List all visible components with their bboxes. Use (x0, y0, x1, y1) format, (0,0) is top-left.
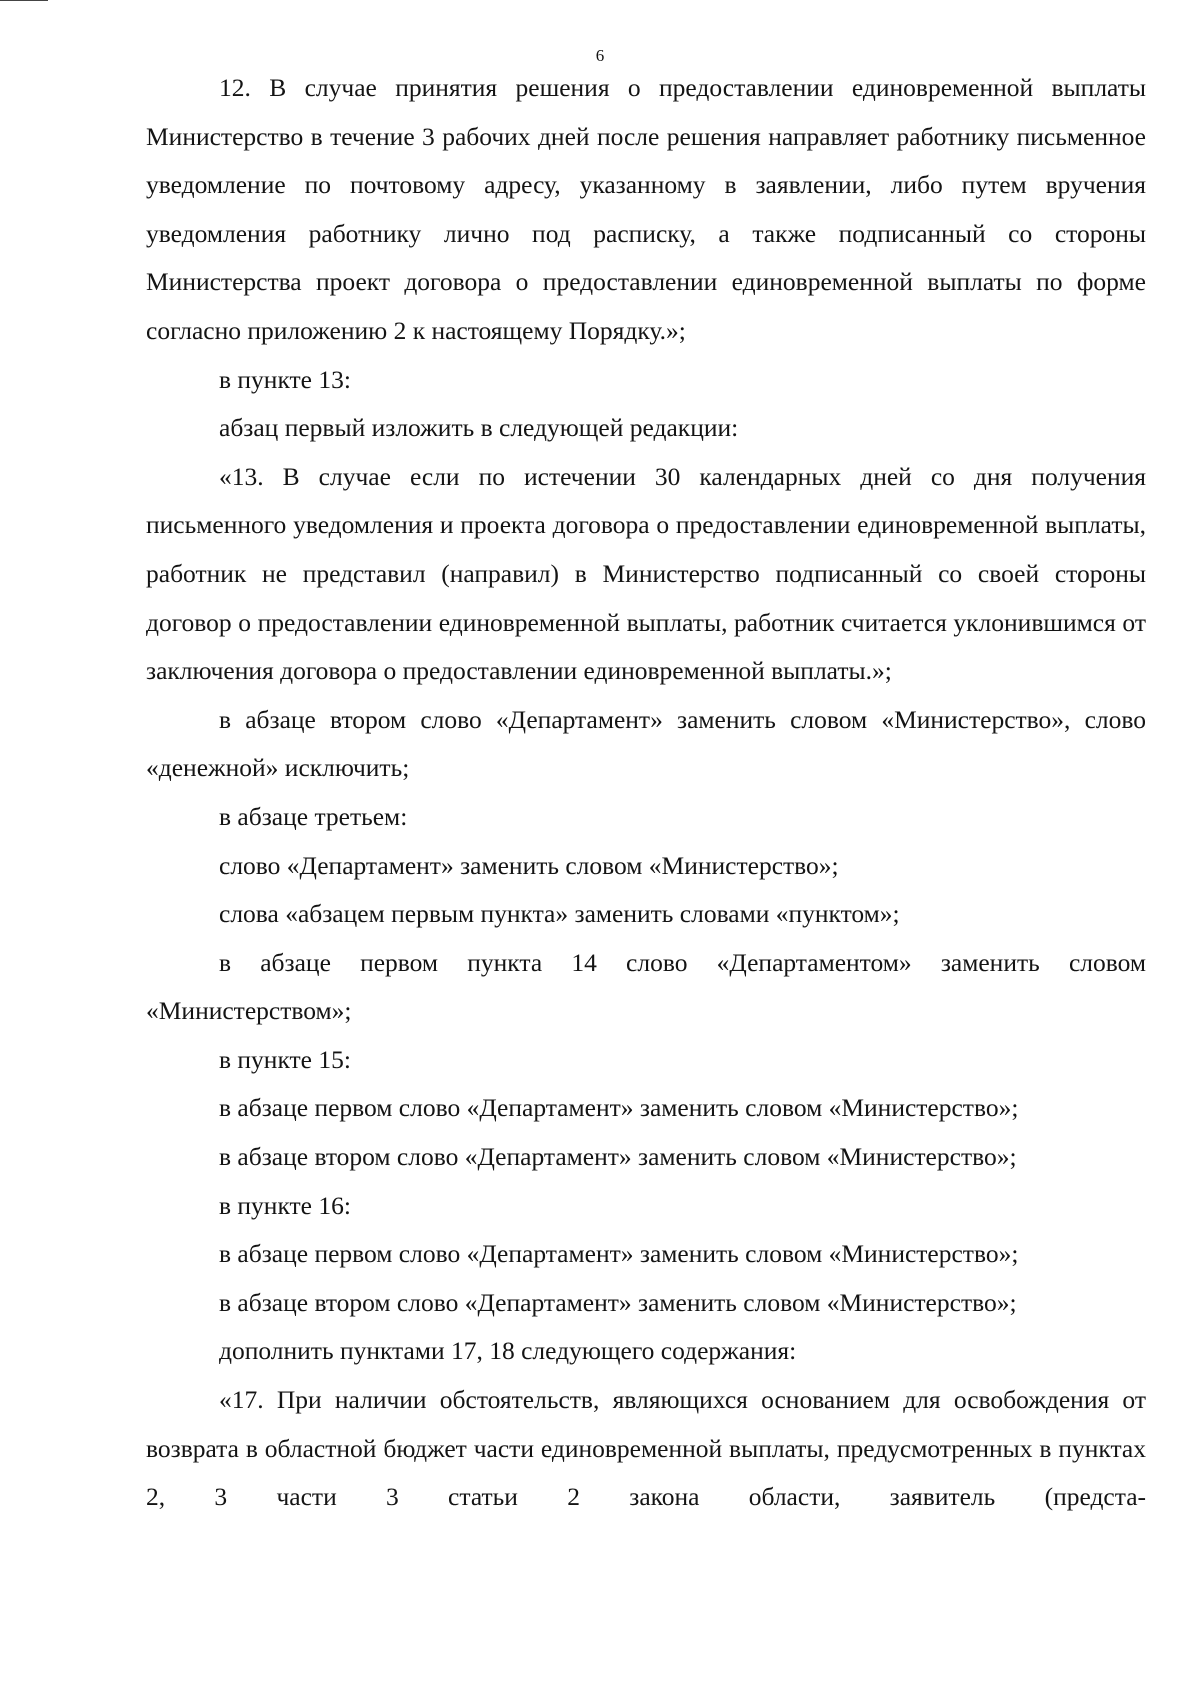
paragraph-second-abzac-change: в абзаце втором слово «Департамент» заменить словом «Министерство», слово «денежной» исключить; (146, 704, 1146, 783)
paragraph-point-15-second-abzac: в абзаце втором слово «Департамент» заменить словом «Министерство»; (219, 1142, 1017, 1172)
paragraph-word-replacement: слово «Департамент» заменить словом «Министерство»; (219, 850, 839, 880)
paragraph-point-15-heading: в пункте 15: (219, 1044, 351, 1074)
paragraph-first-abzac-instruction: абзац первый изложить в следующей редакции: (219, 413, 739, 443)
paragraph-point-14-change: в абзаце первом пункта 14 слово «Департаментом» заменить словом «Министерством»; (146, 947, 1146, 1026)
paragraph-point-16-first-abzac: в абзаце первом слово «Департамент» заменить словом «Министерство»; (219, 1239, 1019, 1269)
paragraph-point-16-second-abzac: в абзаце втором слово «Департамент» заменить словом «Министерство»; (219, 1287, 1017, 1317)
paragraph-third-abzac-heading: в абзаце третьем: (219, 801, 408, 831)
paragraph-point-13-heading: в пункте 13: (219, 364, 351, 394)
page-number: 6 (595, 46, 605, 65)
scan-edge-line (0, 0, 48, 1)
paragraph-point-15-first-abzac: в абзаце первом слово «Департамент» заменить словом «Министерство»; (219, 1093, 1019, 1123)
paragraph-point-16-heading: в пункте 16: (219, 1190, 351, 1220)
paragraph-17-new-text: «17. При наличии обстоятельств, являющихся основанием для освобождения от возврата в областной бюджет части единовременной выплаты, предусмотренных в пунктах 2, 3 части 3 статьи 2 закона области, заявитель (предста- (146, 1385, 1146, 1512)
paragraph-13-new-text: «13. В случае если по истечении 30 календарных дней со дня получения письменного уведомления и проекта договора о предоставлении единовременной выплаты, работник не представил (направил) в Министерство подписанный со своей стороны договор о предоставлении единовременной выплаты, работник считается уклонившимся от заключения договора о предоставлении единовременной выплаты.»; (146, 461, 1146, 686)
paragraph-add-points-17-18: дополнить пунктами 17, 18 следующего содержания: (219, 1336, 797, 1366)
paragraph-words-replacement: слова «абзацем первым пункта» заменить словами «пунктом»; (219, 899, 900, 929)
paragraph-12: 12. В случае принятия решения о предоставлении единовременной выплаты Министерство в течение 3 рабочих дней после решения направляет работнику письменное уведомление по почтовому адресу, указанному в заявлении, либо путем вручения уведомления работнику лично под расписку, а также подписанный со стороны Министерства проект договора о предоставлении единовременной выплаты по форме согласно приложению 2 к настоящему Порядку.»; (146, 73, 1146, 345)
document-body (146, 64, 1146, 1522)
